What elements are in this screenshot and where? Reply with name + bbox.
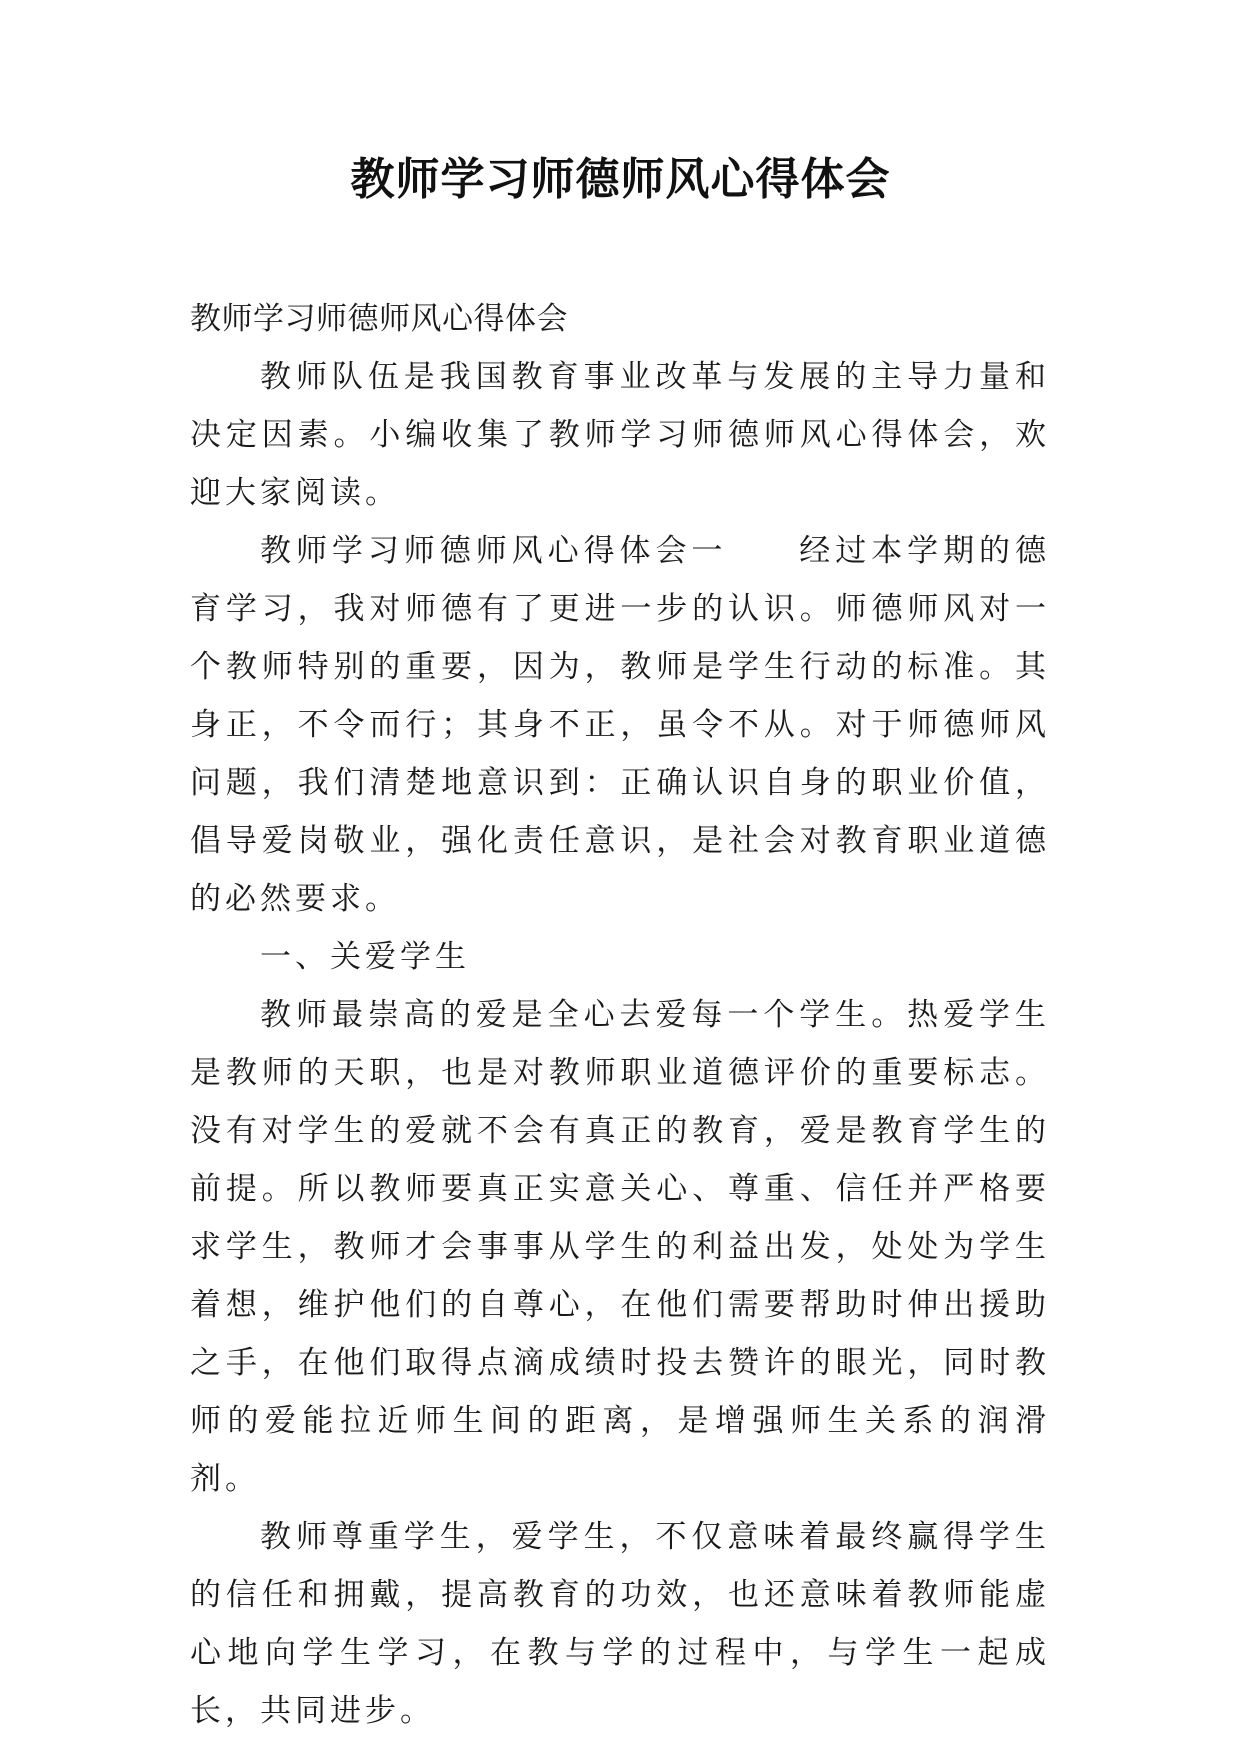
- document-body: [190, 290, 1050, 1740]
- body-paragraph-respect-students: 教师尊重学生，爱学生，不仅意味着最终赢得学生的信任和拥戴，提高教育的功效，也还意味着教师能虚心地向学生学习，在教与学的过程中，与学生一起成长，共同进步。: [190, 1519, 1050, 1729]
- document-title: 教师学习师德师风心得体会: [350, 154, 891, 205]
- section-heading-care-students: 一、关爱学生: [260, 939, 470, 975]
- body-paragraph-love-students: 教师最崇高的爱是全心去爱每一个学生。热爱学生是教师的天职，也是对教师职业道德评价的重要标志。没有对学生的爱就不会有真正的教育，爱是教育学生的前提。所以教师要真正实意关心、尊重、信任并严格要求学生，教师才会事事从学生的利益出发，处处为学生着想，维护他们的自尊心，在他们需要帮助时伸出援助之手，在他们取得点滴成绩时投去赞许的眼光，同时教师的爱能拉近师生间的距离，是增强师生关系的润滑剂。: [190, 997, 1050, 1497]
- body-paragraph-intro: 教师队伍是我国教育事业改革与发展的主导力量和决定因素。小编收集了教师学习师德师风心得体会，欢迎大家阅读。: [190, 359, 1050, 511]
- body-paragraph-part-one: 教师学习师德师风心得体会一 经过本学期的德育学习，我对师德有了更进一步的认识。师德师风对一个教师特别的重要，因为，教师是学生行动的标准。其身正，不令而行；其身不正，虽令不从。对于师德师风问题，我们清楚地意识到：正确认识自身的职业价值，倡导爱岗敬业，强化责任意识，是社会对教育职业道德的必然要求。: [190, 533, 1050, 917]
- body-heading-line: 教师学习师德师风心得体会: [190, 301, 568, 337]
